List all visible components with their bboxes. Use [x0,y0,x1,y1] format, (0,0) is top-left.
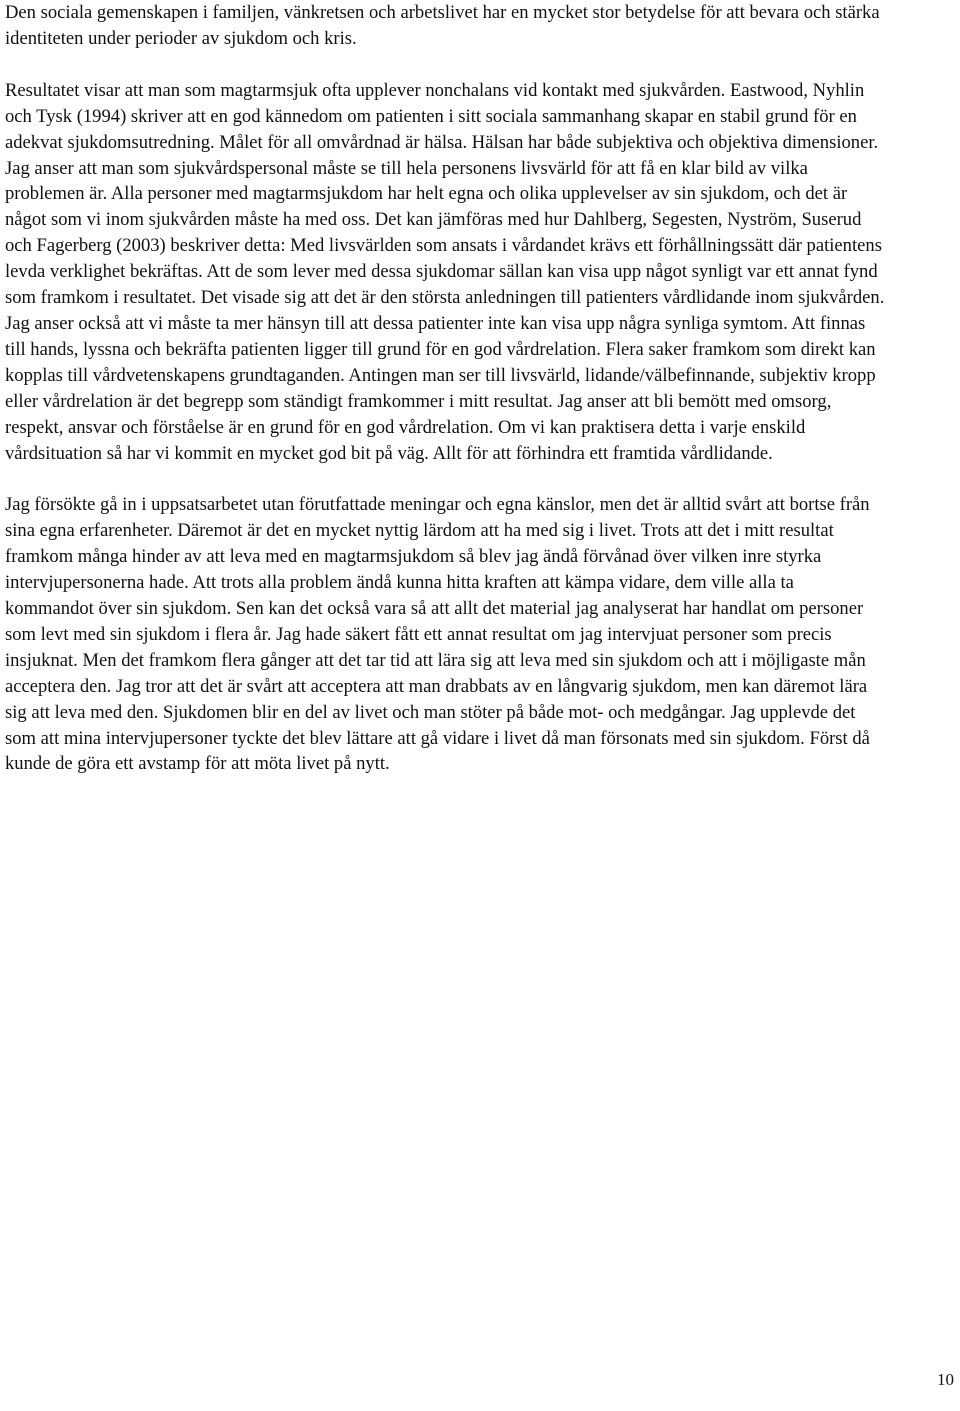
paragraph-gap [5,52,885,78]
paragraph-results-discussion: Resultatet visar att man som magtarmsjuk ofta upplever nonchalans vid kontakt med sjukvården. Eastwood, Nyhlin och Tysk (1994) skriver att en god kännedom om patienten i sitt sociala sammanhang skapar en stabil grund för en adekvat sjukdomsutredning. Målet för all omvårdnad är hälsa. Hälsan har både subjektiva och objektiva dimensioner. Jag anser att man som sjukvårdspersonal måste se till hela personens livsvärld för att få en klar bild av vilka problemen är. Alla personer med magtarmsjukdom har helt egna och olika upplevelser av sin sjukdom, och det är något som vi inom sjukvården måste ha med oss. Det kan jämföras med hur Dahlberg, Segesten, Nyström, Suserud och Fagerberg (2003) beskriver detta: Med livsvärlden som ansats i vårdandet krävs ett förhållningssätt där patientens levda verklighet bekräftas. Att de som lever med dessa sjukdomar sällan kan visa upp något synligt var ett annat fynd som framkom i resultatet. Det visade sig att det är den största anledningen till patienters vårdlidande inom sjukvården. Jag anser också att vi måste ta mer hänsyn till att dessa patienter inte kan visa upp några synliga symtom. Att finnas till hands, lyssna och bekräfta patienten ligger till grund för en god vårdrelation. Flera saker framkom som direkt kan kopplas till vårdvetenskapens grundtaganden. Antingen man ser till livsvärld, lidande/välbefinnande, subjektiv kropp eller vårdrelation är det begrepp som ständigt framkommer i mitt resultat. Jag anser att bli bemött med omsorg, respekt, ansvar och förståelse är en grund för en god vårdrelation. Om vi kan praktisera detta i varje enskild vårdsituation så har vi kommit en mycket god bit på väg. Allt för att förhindra ett framtida vårdlidande. [5,79,885,464]
paragraph-social-community: Den sociala gemenskapen i familjen, vänkretsen och arbetslivet har en mycket stor betydelse för att bevara och stärka identiteten under perioder av sjukdom och kris. [5,2,880,49]
paragraph-gap [5,466,885,492]
page-number: 10 [937,1370,954,1389]
paragraph-method-reflection: Jag försökte gå in i uppsatsarbetet utan förutfattade meningar och egna känslor, men det är alltid svårt att bortse från sina egna erfarenheter. Däremot är det en mycket nyttig lärdom att ha med sig i livet. Trots att det i mitt resultat framkom många hinder av att leva med en magtarmsjukdom så blev jag ändå förvånad över vilken inre styrka intervjupersonerna hade. Att trots alla problem ändå kunna hitta kraften att kämpa vidare, dem ville alla ta kommandot över sin sjukdom. Sen kan det också vara så att allt det material jag analyserat har handlat om personer som levt med sin sjukdom i flera år. Jag hade säkert fått ett annat resultat om jag intervjuat personer som precis insjuknat. Men det framkom flera gånger att det tar tid att lära sig att leva med sin sjukdom och att i möjligaste mån acceptera den. Jag tror att det är svårt att acceptera att man drabbats av en långvarig sjukdom, men kan däremot lära sig att leva med den. Sjukdomen blir en del av livet och man stöter på både mot- och medgångar. Jag upplevde det som att mina intervjupersoner tyckte det blev lättare att gå vidare i livet då man försonats med sin sjukdom. Först då kunde de göra ett avstamp för att möta livet på nytt. [5,494,870,775]
document-page [5,0,885,777]
